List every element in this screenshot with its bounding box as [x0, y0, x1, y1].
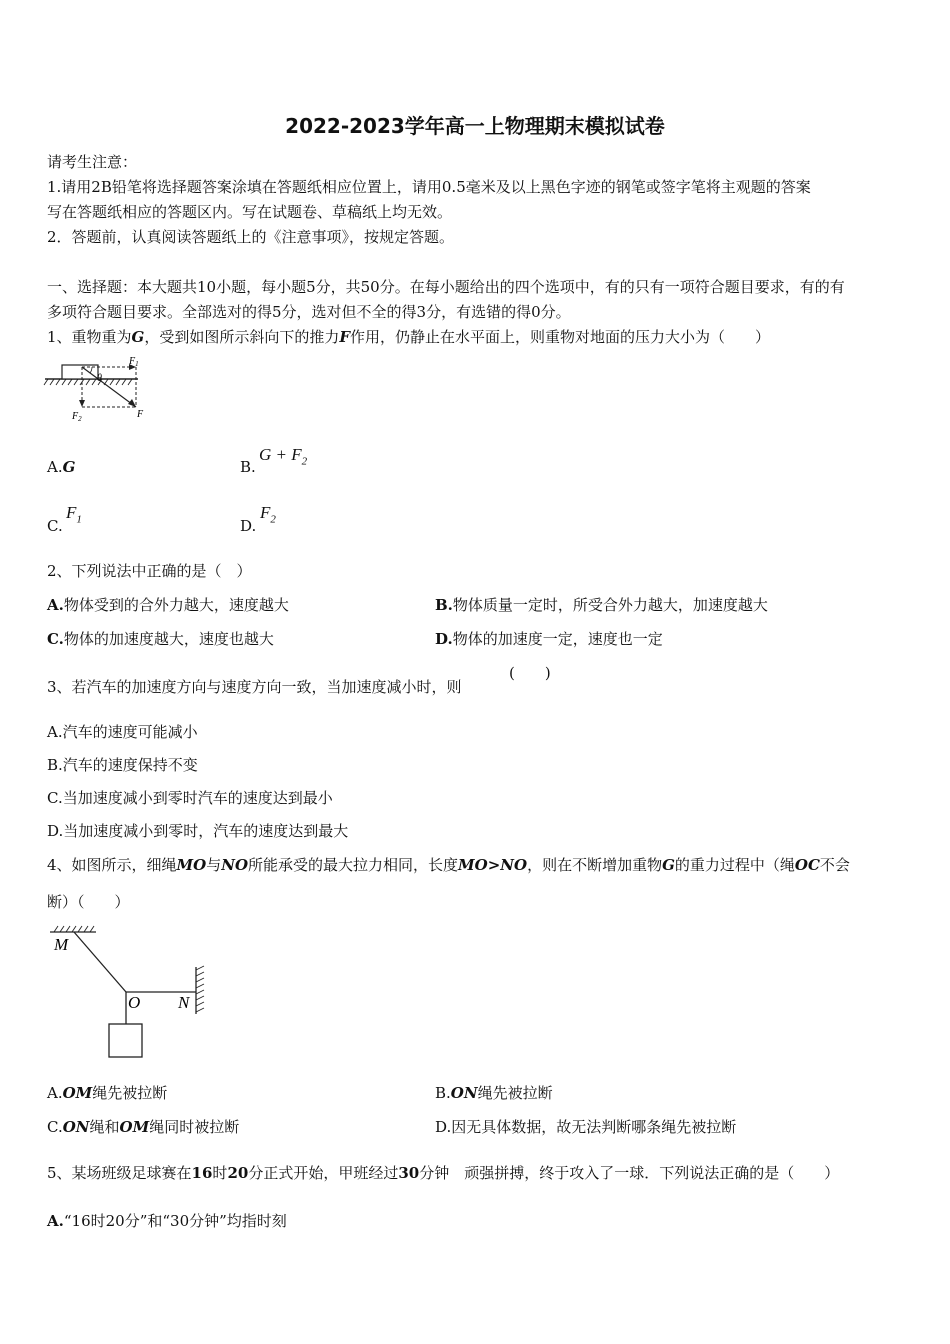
question-2-stem: 2、下列说法中正确的是（ ） [47, 562, 252, 580]
question-1-figure [40, 355, 160, 425]
point-m-label: M [54, 935, 69, 954]
q1-option-b-label[interactable]: B. [240, 458, 256, 476]
q1-option-a[interactable]: A.G [47, 458, 76, 476]
q4-option-b[interactable]: B.ON绳先被拉断 [435, 1084, 553, 1102]
q1-option-b-formula: $G + F_2$ [259, 445, 308, 468]
f2-label: $F_2$ [72, 411, 82, 423]
q2-option-d[interactable]: D.物体的加速度一定，速度也一定 [435, 630, 663, 648]
q3-option-c[interactable]: C.当加速度减小到零时汽车的速度达到最小 [47, 789, 333, 807]
question-3-paren: ( ) [509, 664, 551, 682]
q3-option-b[interactable]: B.汽车的速度保持不变 [47, 756, 198, 774]
question-4-figure [44, 922, 219, 1067]
f-label: F [137, 409, 144, 420]
q5-option-a[interactable]: A.“16时20分”和“30分钟”均指时刻 [47, 1212, 287, 1230]
notice-heading: 请考生注意： [47, 153, 138, 171]
theta-label: θ [97, 373, 102, 384]
notice-item-1b: 写在答题纸相应的答题区内。写在试题卷、草稿纸上均无效。 [47, 203, 453, 221]
notice-item-2: 2．答题前，认真阅读答题纸上的《注意事项》，按规定答题。 [47, 228, 455, 246]
question-5-stem: 5、某场班级足球赛在16时20分正式开始，甲班经过30分钟 顽强拼搏，终于攻入了一球．下列说法正确的是（ ） [47, 1164, 840, 1182]
question-4-stem-line2: 断）（ ） [47, 893, 130, 911]
point-o-label: O [128, 993, 141, 1012]
q1-option-c-label[interactable]: C. [47, 517, 63, 535]
point-n-label: N [178, 993, 190, 1012]
q4-option-c[interactable]: C.ON绳和OM绳同时被拉断 [47, 1118, 240, 1136]
question-4-stem: 4、如图所示，细绳MO与NO所能承受的最大拉力相同，长度MO>NO，则在不断增加重物G的重力过程中（绳OC不会 [47, 856, 850, 874]
q3-option-d[interactable]: D.当加速度减小到零时，汽车的速度达到最大 [47, 822, 349, 840]
question-1-stem: 1、重物重为G，受到如图所示斜向下的推力F作用，仍静止在水平面上，则重物对地面的压力大小为（ ） [47, 328, 771, 346]
q4-option-a[interactable]: A.OM绳先被拉断 [47, 1084, 168, 1102]
page-title: 2022-2023学年高一上物理期末模拟试卷 [285, 114, 665, 138]
q3-option-a[interactable]: A.汽车的速度可能减小 [47, 723, 198, 741]
q1-option-d-formula: $F_2$ [260, 503, 276, 526]
section-intro-line1: 一、选择题：本大题共10小题，每小题5分，共50分。在每小题给出的四个选项中，有的只有一项符合题目要求，有的有 [47, 278, 845, 296]
section-intro-line2: 多项符合题目要求。全部选对的得5分，选对但不全的得3分，有选错的得0分。 [47, 303, 571, 321]
q2-option-b[interactable]: B.物体质量一定时，所受合外力越大，加速度越大 [435, 596, 768, 614]
q2-option-a[interactable]: A.物体受到的合外力越大，速度越大 [47, 596, 289, 614]
notice-item-1a: 1.请用2B铅笔将选择题答案涂填在答题纸相应位置上，请用0.5毫米及以上黑色字迹的钢笔或签字笔将主观题的答案 [47, 178, 811, 196]
q1-option-c-formula: $F_1$ [66, 503, 82, 526]
q2-option-c[interactable]: C.物体的加速度越大，速度也越大 [47, 630, 274, 648]
q1-option-d-label[interactable]: D. [240, 517, 257, 535]
f1-label: $F_1$ [129, 356, 139, 368]
q4-option-d[interactable]: D.因无具体数据，故无法判断哪条绳先被拉断 [435, 1118, 737, 1136]
question-3-stem: 3、若汽车的加速度方向与速度方向一致，当加速度减小时，则 [47, 678, 462, 696]
